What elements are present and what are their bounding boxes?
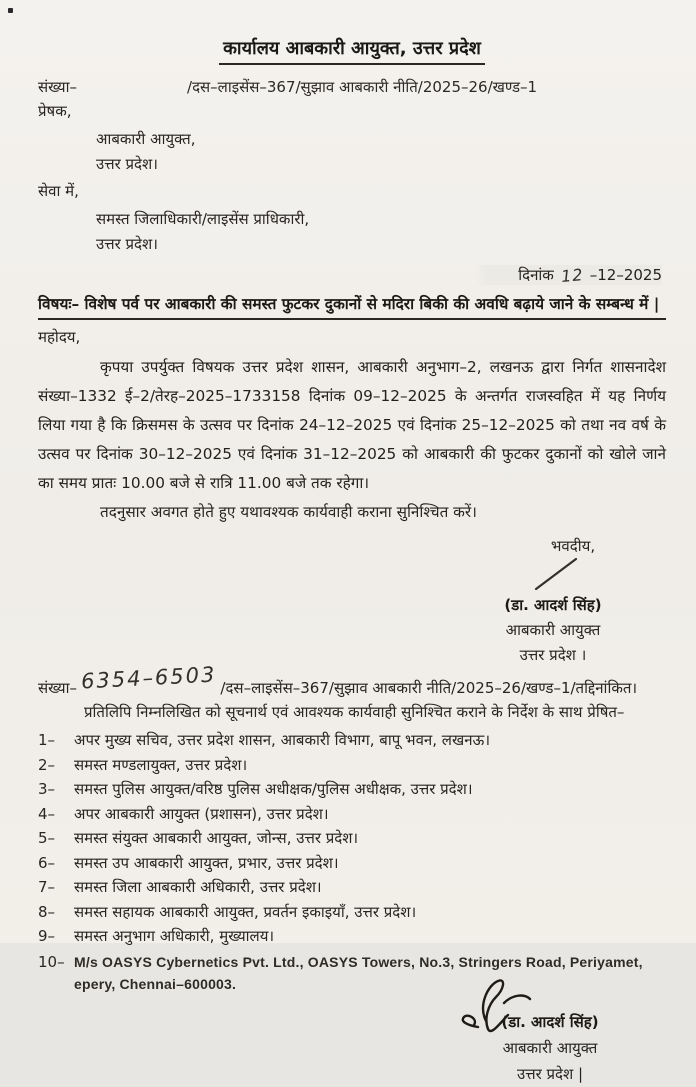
footer-signatory-designation: आबकारी आयुक्त bbox=[502, 1038, 598, 1057]
sender-block bbox=[96, 127, 666, 177]
copy-item-number: 2– bbox=[38, 755, 56, 774]
handwritten-dispatch-number: 6354–6503 bbox=[80, 662, 217, 694]
footer-signatory-region: उत्तर प्रदेश | bbox=[516, 1064, 583, 1083]
footer-signatory-name: (डा. आदर्श सिंह) bbox=[501, 1012, 599, 1031]
copy-item-number: 8– bbox=[38, 902, 56, 921]
copy-list-item bbox=[38, 924, 666, 949]
date-rest: –12–2025 bbox=[589, 266, 662, 284]
signatory-designation: आबकारी आयुक्त bbox=[505, 621, 601, 639]
closing-line: तदनुसार अवगत होते हुए यथावश्यक कार्यवाही कराना सुनिश्चित करें। bbox=[100, 503, 477, 521]
body-paragraph: कृपया उपर्युक्त विषयक उत्तर प्रदेश शासन, आबकारी अनुभाग–2, लखनऊ द्वारा निर्गत शासनादेश संख्या–1332 ई–2/तेरह–2025–1733158 दिनांक 09–12–2025 के अन्तर्गत राजस्वहित में यह निर्णय लिया गया है कि क्रिसमस के उत्सव पर दिनांक 24–12–2025 एवं दिनांक 25–12–2025 को तथा नव वर्ष के उत्सव पर दिनांक 30–12–2025 एवं दिनांक 31–12–2025 को आबकारी की फुटकर दुकानों को खोले जाने का समय प्रातः 10.00 बजे से रात्रि 11.00 बजे तक रहेगा। bbox=[38, 358, 666, 492]
addressee-line-designation: समस्त जिलाधिकारी/लाइसेंस प्राधिकारी, bbox=[96, 210, 310, 228]
copy-item-number: 7– bbox=[38, 878, 56, 896]
dispatch-number-row bbox=[38, 662, 666, 698]
signature-stroke-icon bbox=[518, 557, 588, 591]
signature-scribble-icon bbox=[448, 975, 558, 1045]
valediction: भवदीय, bbox=[550, 537, 596, 555]
signatory-name: (डा. आदर्श सिंह) bbox=[504, 596, 602, 614]
signatory-region: उत्तर प्रदेश । bbox=[519, 646, 587, 664]
date-line bbox=[38, 265, 662, 285]
copy-list-item bbox=[38, 728, 666, 753]
copy-item-number: 10– bbox=[38, 952, 65, 971]
scan-artifact-mark bbox=[8, 8, 13, 13]
sender-line-region: उत्तर प्रदेश। bbox=[96, 155, 158, 173]
reference-number: /दस–लाइसेंस–367/सुझाव आबकारी नीति/2025–26/खण्ड–1 bbox=[187, 78, 538, 96]
copy-item-text: समस्त सहायक आबकारी आयुक्त, प्रवर्तन इकाइयाँ, उत्तर प्रदेश। bbox=[74, 902, 417, 921]
copy-list-item bbox=[38, 753, 666, 778]
header bbox=[38, 36, 666, 65]
addressee-line-region: उत्तर प्रदेश। bbox=[96, 235, 158, 253]
copy-list-item bbox=[38, 875, 666, 900]
salutation: महोदय, bbox=[38, 328, 81, 346]
number-row bbox=[38, 77, 666, 97]
number-label: संख्या– bbox=[38, 78, 78, 96]
copy-item-text: समस्त जिला आबकारी अधिकारी, उत्तर प्रदेश। bbox=[74, 878, 322, 896]
dispatch-number-label: संख्या– bbox=[38, 679, 78, 697]
copy-item-text-english: M/s OASYS Cybernetics Pvt. Ltd., OASYS Towers, No.3, Stringers Road, Periyamet, epery, Chennai–600003. bbox=[74, 953, 643, 992]
copy-item-text: समस्त संयुक्त आबकारी आयुक्त, जोन्स, उत्तर प्रदेश। bbox=[74, 829, 359, 847]
date-label: दिनांक bbox=[518, 266, 554, 284]
copy-list-item bbox=[38, 851, 666, 876]
copy-item-text: समस्त पुलिस आयुक्त/वरिष्ठ पुलिस अधीक्षक/पुलिस अधीक्षक, उत्तर प्रदेश। bbox=[74, 780, 473, 798]
copy-item-number: 1– bbox=[38, 731, 56, 749]
addressee-block bbox=[96, 207, 666, 257]
dispatch-reference: /दस–लाइसेंस–367/सुझाव आबकारी नीति/2025–26/खण्ड–1/तद्दिनांकित। bbox=[220, 679, 638, 697]
copy-list-item bbox=[38, 900, 666, 925]
copy-item-text: समस्त अनुभाग अधिकारी, मुख्यालय। bbox=[74, 927, 275, 945]
copy-item-number: 4– bbox=[38, 804, 56, 823]
copy-item-number: 6– bbox=[38, 853, 56, 872]
copy-item-number: 3– bbox=[38, 780, 56, 798]
copy-list-item bbox=[38, 826, 666, 851]
copy-item-text: अपर मुख्य सचिव, उत्तर प्रदेश शासन, आबकारी विभाग, बापू भवन, लखनऊ। bbox=[74, 731, 491, 749]
office-title: कार्यालय आबकारी आयुक्त, उत्तर प्रदेश bbox=[219, 36, 485, 65]
sender-label: प्रेषक, bbox=[38, 102, 72, 120]
copy-list-item bbox=[38, 802, 666, 827]
copy-item-text: समस्त उप आबकारी आयुक्त, प्रभार, उत्तर प्रदेश। bbox=[74, 853, 339, 872]
copy-intro-line: प्रतिलिपि निम्नलिखित को सूचनार्थ एवं आवश्यक कार्यवाही सुनिश्चित कराने के निर्देश के साथ प्रेषित– bbox=[84, 703, 625, 721]
copy-list-item bbox=[38, 777, 666, 802]
copy-item-text: अपर आबकारी आयुक्त (प्रशासन), उत्तर प्रदेश। bbox=[74, 804, 329, 823]
copy-item-text: समस्त मण्डलायुक्त, उत्तर प्रदेश। bbox=[74, 755, 248, 774]
copy-list bbox=[38, 728, 666, 995]
subject-line: विषयः– विशेष पर्व पर आबकारी की समस्त फुटकर दुकानों से मदिरा बिकी की अवधि बढ़ाये जाने के सम्बन्ध में | bbox=[38, 293, 666, 320]
addressee-label: सेवा में, bbox=[38, 182, 79, 200]
handwritten-date-day: 12 bbox=[559, 265, 584, 286]
copy-item-number: 9– bbox=[38, 927, 56, 945]
footer-signature-block bbox=[460, 1009, 640, 1087]
copy-item-number: 5– bbox=[38, 829, 56, 847]
copy-list-item bbox=[38, 949, 666, 995]
signature-block bbox=[458, 534, 648, 668]
sender-line-designation: आबकारी आयुक्त, bbox=[96, 130, 196, 148]
